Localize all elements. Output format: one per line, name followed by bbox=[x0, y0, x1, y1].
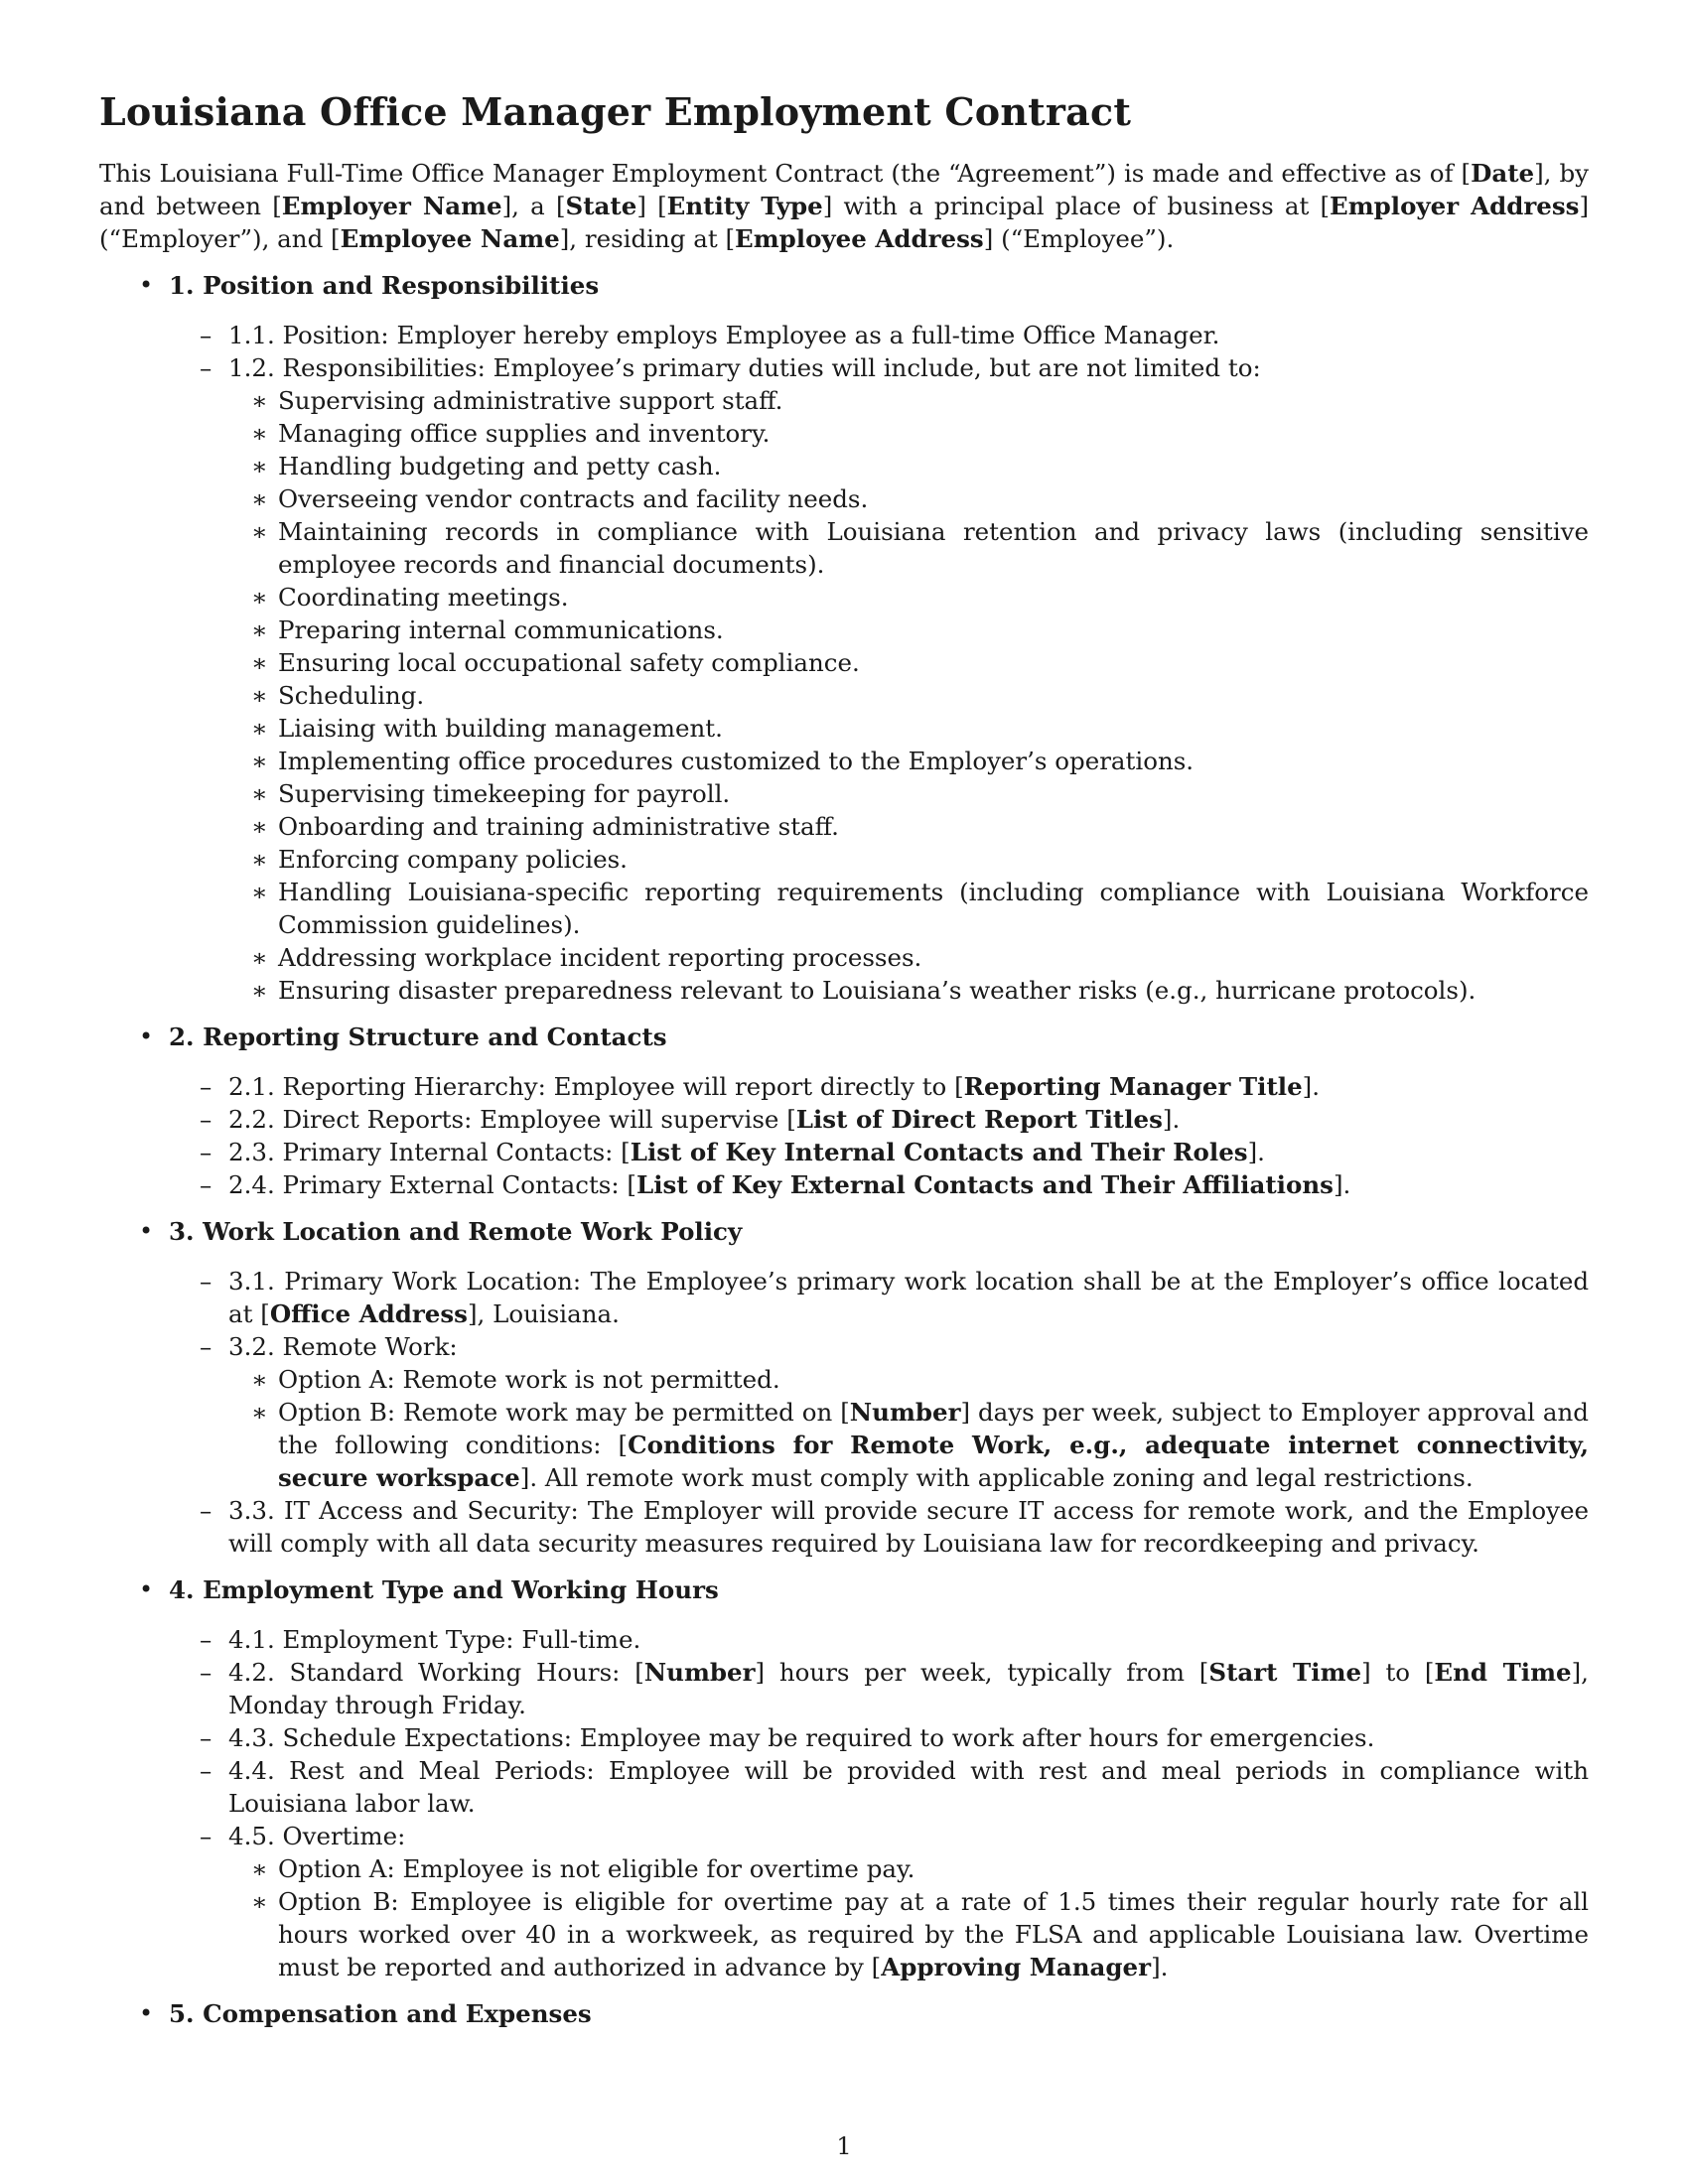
text-run: Handling Louisiana-specific reporting requirements (including compliance with Louisiana Workforce Commission guidelines). bbox=[278, 877, 1589, 939]
text-run: 4.5. Overtime: bbox=[228, 1821, 406, 1850]
text-run: Overseeing vendor contracts and facility needs. bbox=[278, 483, 869, 513]
text-run: Onboarding and training administrative staff. bbox=[278, 811, 839, 841]
placeholder-field: Approving Manager bbox=[881, 1952, 1152, 1981]
text-run: 1.2. Responsibilities: Employee’s primary duties will include, but are not limited to: bbox=[228, 352, 1261, 382]
clause-item bbox=[169, 1754, 1589, 1820]
clause-subitem bbox=[169, 843, 1589, 876]
bullet-icon: • bbox=[139, 270, 154, 299]
text-run: 2.1. Reporting Hierarchy: Employee will report directly to [ bbox=[228, 1071, 964, 1101]
section-heading: 4. Employment Type and Working Hours bbox=[169, 1574, 719, 1604]
asterisk-icon: ∗ bbox=[251, 811, 268, 841]
text-run: 3.1. Primary Work Location: The Employee’s primary work location shall be at the Employer’s office located at [ bbox=[228, 1266, 1589, 1328]
text-run: 2.4. Primary External Contacts: [ bbox=[228, 1169, 636, 1199]
clause-item bbox=[169, 1721, 1589, 1754]
bullet-icon: • bbox=[139, 1216, 154, 1245]
text-run: Scheduling. bbox=[278, 680, 425, 710]
dash-icon: – bbox=[200, 1266, 212, 1296]
text-run: Option A: Employee is not eligible for overtime pay. bbox=[278, 1853, 915, 1883]
dash-icon: – bbox=[200, 1755, 212, 1785]
section bbox=[99, 1573, 1589, 1983]
text-run: ] hours per week, typically from [ bbox=[755, 1657, 1209, 1687]
text-run: 4.3. Schedule Expectations: Employee may be required to work after hours for emergencies. bbox=[228, 1722, 1375, 1752]
dash-icon: – bbox=[200, 1722, 212, 1752]
text-run: 3.2. Remote Work: bbox=[228, 1331, 458, 1361]
asterisk-icon: ∗ bbox=[251, 877, 268, 906]
text-run: Enforcing company policies. bbox=[278, 844, 628, 874]
text-run: ] to [ bbox=[1361, 1657, 1435, 1687]
text-run: Ensuring local occupational safety compliance. bbox=[278, 647, 860, 677]
text-run: Supervising administrative support staff. bbox=[278, 385, 783, 415]
placeholder-field: Number bbox=[643, 1657, 756, 1687]
section-heading: 5. Compensation and Expenses bbox=[169, 1998, 592, 2028]
placeholder-field: Employer Name bbox=[281, 191, 502, 220]
dash-icon: – bbox=[200, 352, 212, 382]
clause-subitem bbox=[169, 1363, 1589, 1396]
asterisk-icon: ∗ bbox=[251, 1886, 268, 1916]
text-run: ] [ bbox=[636, 191, 667, 220]
placeholder-field: End Time bbox=[1434, 1657, 1572, 1687]
dash-icon: – bbox=[200, 1821, 212, 1850]
text-run: 2.3. Primary Internal Contacts: [ bbox=[228, 1137, 631, 1166]
clause-item bbox=[169, 1070, 1589, 1103]
clause-item bbox=[169, 1330, 1589, 1363]
text-run: 2.2. Direct Reports: Employee will supervise [ bbox=[228, 1104, 796, 1134]
clause-item bbox=[169, 1623, 1589, 1656]
clause-subitem bbox=[169, 384, 1589, 417]
text-run: 3.3. IT Access and Security: The Employer will provide secure IT access for remote work, and the Employee will comply with all data security measures required by Louisiana law for recordkeeping and privacy. bbox=[228, 1495, 1589, 1558]
placeholder-field: Date bbox=[1471, 158, 1535, 188]
placeholder-field: Conditions for Remote Work, e.g., adequate internet connectivity, secure workspace bbox=[278, 1430, 1589, 1492]
placeholder-field: Office Address bbox=[269, 1298, 468, 1328]
clause-subitem bbox=[169, 745, 1589, 777]
placeholder-field: Entity Type bbox=[666, 191, 823, 220]
text-run: Addressing workplace incident reporting processes. bbox=[278, 942, 922, 972]
text-run: ]. bbox=[1333, 1169, 1351, 1199]
text-run: Coordinating meetings. bbox=[278, 582, 569, 612]
clause-subitem bbox=[169, 941, 1589, 974]
asterisk-icon: ∗ bbox=[251, 582, 268, 612]
text-run: ], residing at [ bbox=[559, 223, 736, 253]
clause-subitem bbox=[169, 876, 1589, 941]
dash-icon: – bbox=[200, 1331, 212, 1361]
placeholder-field: Reporting Manager Title bbox=[963, 1071, 1303, 1101]
document-title: Louisiana Office Manager Employment Contract bbox=[99, 89, 1132, 134]
placeholder-field: Number bbox=[849, 1397, 961, 1427]
clause-subitem bbox=[169, 777, 1589, 810]
asterisk-icon: ∗ bbox=[251, 975, 268, 1005]
placeholder-field: List of Direct Report Titles bbox=[795, 1104, 1163, 1134]
asterisk-icon: ∗ bbox=[251, 418, 268, 448]
clause-item bbox=[169, 1656, 1589, 1721]
clause-subitem bbox=[169, 646, 1589, 679]
dash-icon: – bbox=[200, 1624, 212, 1654]
text-run: ], Monday through Friday. bbox=[228, 1657, 1589, 1719]
text-run: 4.2. Standard Working Hours: [ bbox=[228, 1657, 644, 1687]
dash-icon: – bbox=[200, 1169, 212, 1199]
clause-item bbox=[169, 1168, 1589, 1201]
text-run: Maintaining records in compliance with Louisiana retention and privacy laws (including sensitive employee records and financial documents). bbox=[278, 516, 1589, 579]
asterisk-icon: ∗ bbox=[251, 1853, 268, 1883]
section bbox=[99, 1215, 1589, 1560]
bullet-icon: • bbox=[139, 1998, 154, 2027]
clause-subitem bbox=[169, 1852, 1589, 1885]
text-run: 1.1. Position: Employer hereby employs Employee as a full-time Office Manager. bbox=[228, 320, 1220, 349]
placeholder-field: Start Time bbox=[1208, 1657, 1362, 1687]
placeholder-field: List of Key Internal Contacts and Their Roles bbox=[630, 1137, 1248, 1166]
clause-item bbox=[169, 1494, 1589, 1560]
text-run: ] (“Employee”). bbox=[983, 223, 1175, 253]
asterisk-icon: ∗ bbox=[251, 713, 268, 743]
placeholder-field: State bbox=[565, 191, 637, 220]
placeholder-field: List of Key External Contacts and Their Affiliations bbox=[636, 1169, 1334, 1199]
asterisk-icon: ∗ bbox=[251, 680, 268, 710]
page-number: 1 bbox=[836, 2132, 852, 2160]
clause-subitem bbox=[169, 614, 1589, 646]
dash-icon: – bbox=[200, 1071, 212, 1101]
section bbox=[99, 1021, 1589, 1201]
text-run: ]. All remote work must comply with applicable zoning and legal restrictions. bbox=[519, 1462, 1474, 1492]
bullet-icon: • bbox=[139, 1574, 154, 1603]
clause-subitem bbox=[169, 974, 1589, 1007]
asterisk-icon: ∗ bbox=[251, 746, 268, 775]
text-run: 4.1. Employment Type: Full-time. bbox=[228, 1624, 641, 1654]
text-run: Ensuring disaster preparedness relevant to Louisiana’s weather risks (e.g., hurricane protocols). bbox=[278, 975, 1477, 1005]
dash-icon: – bbox=[200, 1495, 212, 1525]
placeholder-field: Employer Address bbox=[1330, 191, 1580, 220]
clause-subitem bbox=[169, 810, 1589, 843]
text-run: ] with a principal place of business at [ bbox=[822, 191, 1331, 220]
clause-item bbox=[169, 351, 1589, 384]
clause-subitem bbox=[169, 581, 1589, 614]
section-heading: 1. Position and Responsibilities bbox=[169, 270, 600, 300]
section bbox=[99, 1997, 1589, 2030]
clause-item bbox=[169, 1265, 1589, 1330]
intro-paragraph bbox=[99, 157, 1589, 255]
text-run: Managing office supplies and inventory. bbox=[278, 418, 771, 448]
asterisk-icon: ∗ bbox=[251, 778, 268, 808]
text-run: Liaising with building management. bbox=[278, 713, 723, 743]
text-run: ]. bbox=[1151, 1952, 1169, 1981]
dash-icon: – bbox=[200, 320, 212, 349]
section-heading: 3. Work Location and Remote Work Policy bbox=[169, 1216, 743, 1246]
text-run: Option A: Remote work is not permitted. bbox=[278, 1364, 780, 1394]
text-run: ]. bbox=[1162, 1104, 1181, 1134]
clause-subitem bbox=[169, 450, 1589, 482]
text-run: ], Louisiana. bbox=[467, 1298, 620, 1328]
asterisk-icon: ∗ bbox=[251, 942, 268, 972]
placeholder-field: Employee Name bbox=[340, 223, 560, 253]
asterisk-icon: ∗ bbox=[251, 483, 268, 513]
clause-subitem bbox=[169, 1396, 1589, 1494]
clause-subitem bbox=[169, 679, 1589, 712]
section-heading: 2. Reporting Structure and Contacts bbox=[169, 1022, 667, 1051]
asterisk-icon: ∗ bbox=[251, 1397, 268, 1427]
clause-item bbox=[169, 319, 1589, 351]
text-run: This Louisiana Full-Time Office Manager Employment Contract (the “Agreement”) is made and effective as of [ bbox=[99, 158, 1472, 188]
text-run: Implementing office procedures customized to the Employer’s operations. bbox=[278, 746, 1195, 775]
asterisk-icon: ∗ bbox=[251, 844, 268, 874]
placeholder-field: Employee Address bbox=[735, 223, 984, 253]
clause-subitem bbox=[169, 712, 1589, 745]
asterisk-icon: ∗ bbox=[251, 614, 268, 644]
text-run: Preparing internal communications. bbox=[278, 614, 724, 644]
text-run: ] days per week, subject to Employer approval and the following conditions: [ bbox=[278, 1397, 1589, 1459]
dash-icon: – bbox=[200, 1657, 212, 1687]
clause-subitem bbox=[169, 482, 1589, 515]
clause-subitem bbox=[169, 515, 1589, 581]
clause-item bbox=[169, 1820, 1589, 1852]
dash-icon: – bbox=[200, 1104, 212, 1134]
text-run: ]. bbox=[1247, 1137, 1265, 1166]
asterisk-icon: ∗ bbox=[251, 451, 268, 480]
document-page bbox=[99, 89, 1589, 2047]
asterisk-icon: ∗ bbox=[251, 647, 268, 677]
text-run: ], a [ bbox=[501, 191, 566, 220]
text-run: ]. bbox=[1302, 1071, 1321, 1101]
text-run: Option B: Employee is eligible for overtime pay at a rate of 1.5 times their regular hourly rate for all hours worked over 40 in a workweek, as required by the FLSA and applicable Louisiana law. Overtime must be reported and authorized in advance by [ bbox=[278, 1886, 1589, 1981]
dash-icon: – bbox=[200, 1137, 212, 1166]
clause-item bbox=[169, 1136, 1589, 1168]
bullet-icon: • bbox=[139, 1022, 154, 1050]
asterisk-icon: ∗ bbox=[251, 516, 268, 546]
text-run: 4.4. Rest and Meal Periods: Employee will be provided with rest and meal periods in compliance with Louisiana labor law. bbox=[228, 1755, 1589, 1818]
text-run: ] (“Employer”), and [ bbox=[99, 191, 1590, 253]
text-run: Option B: Remote work may be permitted on [ bbox=[278, 1397, 850, 1427]
text-run: ], by and between [ bbox=[99, 158, 1589, 220]
section bbox=[99, 269, 1589, 1007]
text-run: Handling budgeting and petty cash. bbox=[278, 451, 722, 480]
asterisk-icon: ∗ bbox=[251, 1364, 268, 1394]
clause-subitem bbox=[169, 1885, 1589, 1983]
sections-container bbox=[99, 269, 1589, 2030]
clause-item bbox=[169, 1103, 1589, 1136]
text-run: Supervising timekeeping for payroll. bbox=[278, 778, 731, 808]
clause-subitem bbox=[169, 417, 1589, 450]
asterisk-icon: ∗ bbox=[251, 385, 268, 415]
